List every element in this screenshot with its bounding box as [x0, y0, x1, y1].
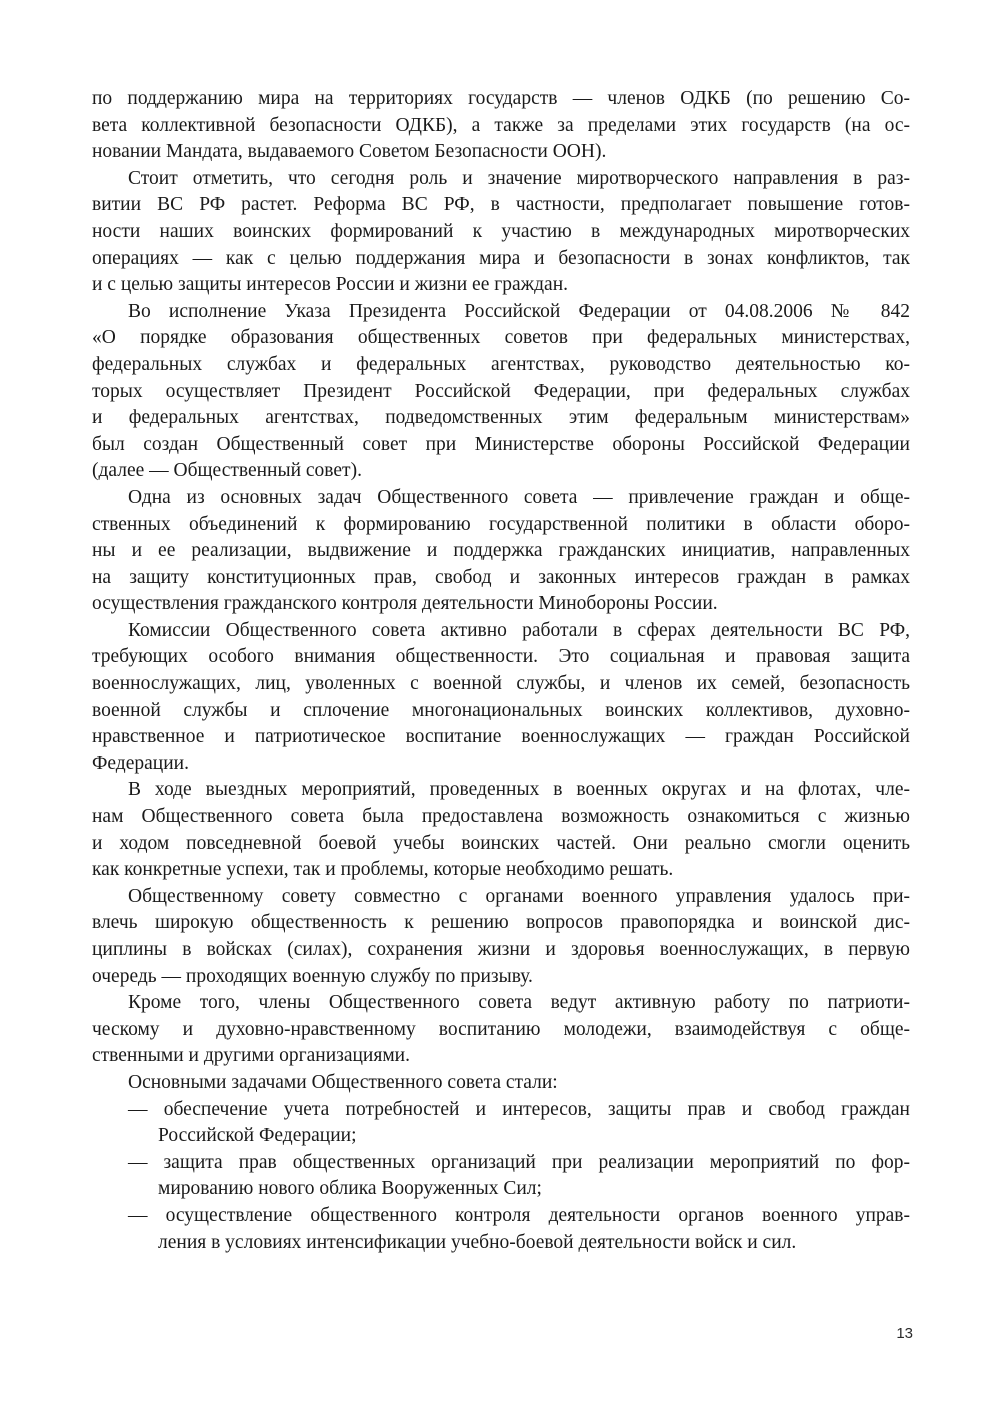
text-line: Стоит отметить, что сегодня роль и значение миротворческого направления в раз-	[128, 167, 910, 189]
text-line: был создан Общественный совет при Министерстве обороны Российской Федерации	[92, 433, 910, 455]
list-item	[92, 1097, 910, 1150]
list-item	[92, 1203, 910, 1256]
text-line: нравственное и патриотическое воспитание военнослужащих — граждан Российской	[92, 726, 910, 748]
text-line: и ходом повседневной боевой учебы воинских частей. Они реально смогли оценить	[92, 832, 910, 854]
text-line: мированию нового облика Вооруженных Сил;	[158, 1178, 542, 1200]
text-line: циплины в войсках (силах), сохранения жизни и здоровья военнослужащих, в первую	[92, 939, 910, 960]
text-line: витии ВС РФ растет. Реформа ВС РФ, в частности, предполагает повышение готов-	[92, 194, 910, 216]
text-line: ны и ее реализации, выдвижение и поддержка гражданских инициатив, направленных	[92, 540, 910, 562]
text-line: Основными задачами Общественного совета стали:	[128, 1071, 558, 1093]
text-line: новании Мандата, выдаваемого Советом Безопасности ООН).	[92, 141, 607, 163]
paragraph-field-events	[92, 777, 910, 883]
text-line: влечь широкую общественность к решению вопросов правопорядка и воинской дис-	[92, 912, 910, 934]
text-line: торых осуществляет Президент Российской Федерации, при федеральных службах	[92, 380, 910, 402]
text-line: ческому и духовно-нравственному воспитанию молодежи, взаимодействуя с обще-	[92, 1018, 910, 1040]
text-line: ности наших воинских формирований к участию в международных миротворческих	[92, 220, 910, 242]
text-line: по поддержанию мира на территориях государств — членов ОДКБ (по решению Со-	[92, 88, 910, 109]
paragraph-continuation	[92, 86, 910, 166]
text-line: на защиту конституционных прав, свобод и законных интересов граждан в рамках	[92, 566, 910, 588]
text-line: — осуществление общественного контроля деятельности органов военного управ-	[128, 1204, 910, 1226]
paragraph-decree	[92, 299, 910, 485]
text-line: Общественному совету совместно с органами военного управления удалось при-	[128, 885, 910, 907]
list-item	[92, 1150, 910, 1203]
paragraph-patriotic	[92, 990, 910, 1070]
text-line: Комиссии Общественного совета активно работали в сферах деятельности ВС РФ,	[128, 619, 910, 641]
text-line: осуществления гражданского контроля деятельности Минобороны России.	[92, 593, 718, 615]
text-line: (далее — Общественный совет).	[92, 460, 362, 482]
text-line: и с целью защиты интересов России и жизни ее граждан.	[92, 274, 568, 296]
text-line: Российской Федерации;	[158, 1125, 357, 1147]
text-line: операциях — как с целью поддержания мира и безопасности в зонах конфликтов, так	[92, 247, 910, 269]
text-line: требующих особого внимания общественности. Это социальная и правовая защита	[92, 646, 910, 668]
paragraph-peacekeeping-role	[92, 166, 910, 299]
text-line: федеральных службах и федеральных агентствах, руководство деятельностью ко-	[92, 353, 910, 375]
text-line: «О порядке образования общественных советов при федеральных министерствах,	[92, 327, 910, 349]
text-line: ственных объединений к формированию государственной политики в области оборо-	[92, 513, 910, 535]
text-line: вета коллективной безопасности ОДКБ), а также за пределами этих государств (на ос-	[92, 114, 910, 136]
text-line: и федеральных агентствах, подведомственных этим федеральным министерствам»	[92, 407, 910, 429]
paragraph-commissions	[92, 618, 910, 778]
text-line: военной службы и сплочение многонациональных воинских коллективов, духовно-	[92, 699, 910, 721]
page-number: 13	[896, 1325, 913, 1342]
text-line: ления в условиях интенсификации учебно-боевой деятельности войск и сил.	[158, 1231, 797, 1253]
text-line: Кроме того, члены Общественного совета ведут активную работу по патриоти-	[128, 992, 910, 1014]
text-line: нам Общественного совета была предоставлена возможность ознакомиться с жизнью	[92, 806, 910, 828]
text-line: — обеспечение учета потребностей и интересов, защиты прав и свобод граждан	[128, 1098, 910, 1120]
text-line: В ходе выездных мероприятий, проведенных в военных округах и на флотах, чле-	[128, 779, 910, 801]
text-line: военнослужащих, лиц, уволенных с военной службы, и членов их семей, безопасность	[92, 673, 910, 695]
text-line: Федерации.	[92, 752, 189, 774]
text-line: — защита прав общественных организаций при реализации мероприятий по фор-	[128, 1151, 910, 1173]
text-line: Во исполнение Указа Президента Российской Федерации от 04.08.2006 № 842	[128, 300, 910, 322]
paragraph-main-task	[92, 485, 910, 618]
text-line: как конкретные успехи, так и проблемы, которые необходимо решать.	[92, 859, 674, 881]
body-text	[92, 86, 910, 1256]
text-line: ственными и другими организациями.	[92, 1045, 410, 1067]
paragraph-law-order	[92, 884, 910, 990]
paragraph-tasks-intro	[92, 1070, 910, 1097]
text-line: Одна из основных задач Общественного совета — привлечение граждан и обще-	[128, 486, 910, 508]
text-line: очередь — проходящих военную службу по призыву.	[92, 965, 533, 987]
